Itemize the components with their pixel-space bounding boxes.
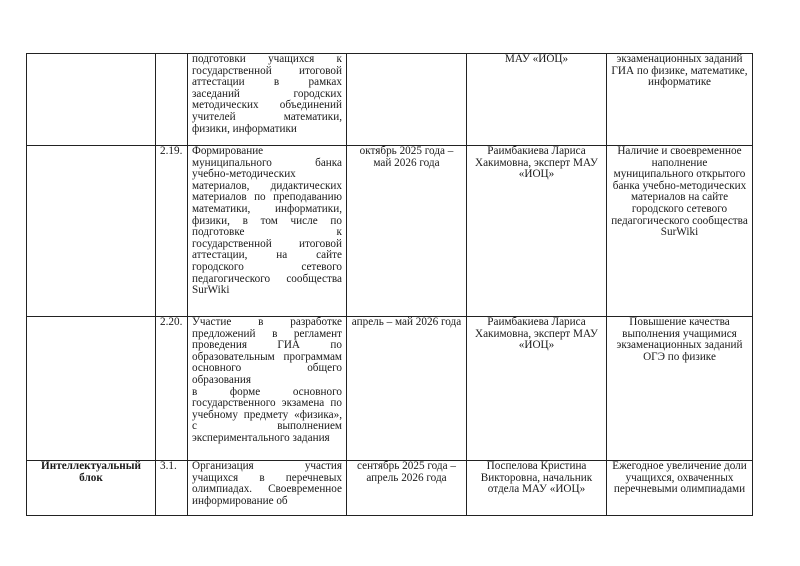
period-cell: [347, 54, 467, 146]
result-cell: Наличие и своевременное наполнение муниципального открытого банка учебно-методических материалов на сайте городского сетевого педагогического сообщества SurWiki: [607, 146, 753, 317]
result-cell: Ежегодное увеличение доли учащихся, охваченных перечневыми олимпиадами: [607, 461, 753, 516]
activity-cell: [188, 146, 347, 317]
activity-cell: [188, 461, 347, 516]
activity-text-line: основного общего: [192, 362, 342, 375]
activity-text-line: Формирование: [192, 145, 264, 157]
responsible-cell: МАУ «ИОЦ»: [467, 54, 607, 146]
activity-text-line: подготовки учащихся к: [192, 53, 342, 65]
activity-text-line: заседаний городских: [192, 87, 342, 100]
activity-text-line: физики, информатики: [192, 122, 297, 135]
activity-text-line: аттестации, на сайте: [192, 249, 342, 262]
table-row: [27, 146, 753, 317]
block-cell: [27, 146, 156, 317]
activity-text-line: материалов по преподаванию: [192, 191, 342, 204]
table-row: [27, 461, 753, 516]
responsible-cell: Раимбакиева Лариса Хакимовна, эксперт МАУ «ИОЦ»: [467, 146, 607, 317]
result-cell: Повышение качества выполнения учащимися экзаменационных заданий ОГЭ по физике: [607, 317, 753, 461]
item-number-cell: 2.20.: [156, 317, 188, 461]
activity-text-line: олимпиадах. Своевременное: [192, 483, 342, 496]
activity-text-line: Организация участия: [192, 460, 342, 472]
period-cell: сентябрь 2025 года – апрель 2026 года: [347, 461, 467, 516]
table-row: [27, 54, 753, 146]
activity-text-line: информирование об: [192, 494, 288, 507]
activity-text-line: педагогического сообщества: [192, 272, 342, 285]
activity-text-line: учащихся в перечневых: [192, 471, 342, 484]
activity-text-line: городского сетевого: [192, 260, 342, 273]
item-number-cell: 3.1.: [156, 461, 188, 516]
responsible-cell: Раимбакиева Лариса Хакимовна, эксперт МАУ «ИОЦ»: [467, 317, 607, 461]
activity-text-line: в форме основного: [192, 385, 342, 398]
activity-text-line: подготовке к: [192, 226, 342, 239]
responsible-cell: Поспелова Кристина Викторовна, начальник отдела МАУ «ИОЦ»: [467, 461, 607, 516]
activity-text-line: проведения ГИА по: [192, 339, 342, 352]
activity-text-line: учителей математики,: [192, 110, 342, 123]
plan-table: [26, 53, 753, 516]
item-number-cell: 2.19.: [156, 146, 188, 317]
period-cell: апрель – май 2026 года: [347, 317, 467, 461]
activity-text-line: учебному предмету «физика»,: [192, 408, 342, 421]
activity-text-line: математики, информатики,: [192, 202, 342, 215]
activity-text-line: образовательным программам: [192, 350, 342, 363]
activity-text-line: государственной итоговой: [192, 237, 342, 250]
block-cell: [27, 54, 156, 146]
table-row: [27, 317, 753, 461]
activity-text-line: учебно-методических: [192, 168, 296, 181]
activity-text-line: государственного экзамена по: [192, 397, 342, 410]
period-cell: октябрь 2025 года – май 2026 года: [347, 146, 467, 317]
activity-text-line: экспериментального задания: [192, 431, 330, 444]
result-cell: экзаменационных заданий ГИА по физике, математике, информатике: [607, 54, 753, 146]
activity-text-line: предложений в регламент: [192, 327, 342, 340]
activity-cell: [188, 317, 347, 461]
activity-text-line: SurWiki: [192, 284, 230, 297]
activity-text-line: физики, в том числе по: [192, 214, 342, 227]
activity-text-line: с выполнением: [192, 420, 342, 433]
block-cell: [27, 317, 156, 461]
activity-text-line: методических объединений: [192, 99, 342, 112]
activity-text-line: Участие в разработке: [192, 316, 342, 328]
activity-text-line: образования: [192, 373, 252, 386]
activity-text-line: муниципального банка: [192, 156, 342, 169]
item-number-cell: [156, 54, 188, 146]
activity-text-line: материалов, дидактических: [192, 179, 342, 192]
block-cell: Интеллектуальный блок: [27, 461, 156, 516]
activity-text-line: государственной итоговой: [192, 64, 342, 77]
activity-cell: [188, 54, 347, 146]
activity-text-line: аттестации в рамках: [192, 76, 342, 89]
